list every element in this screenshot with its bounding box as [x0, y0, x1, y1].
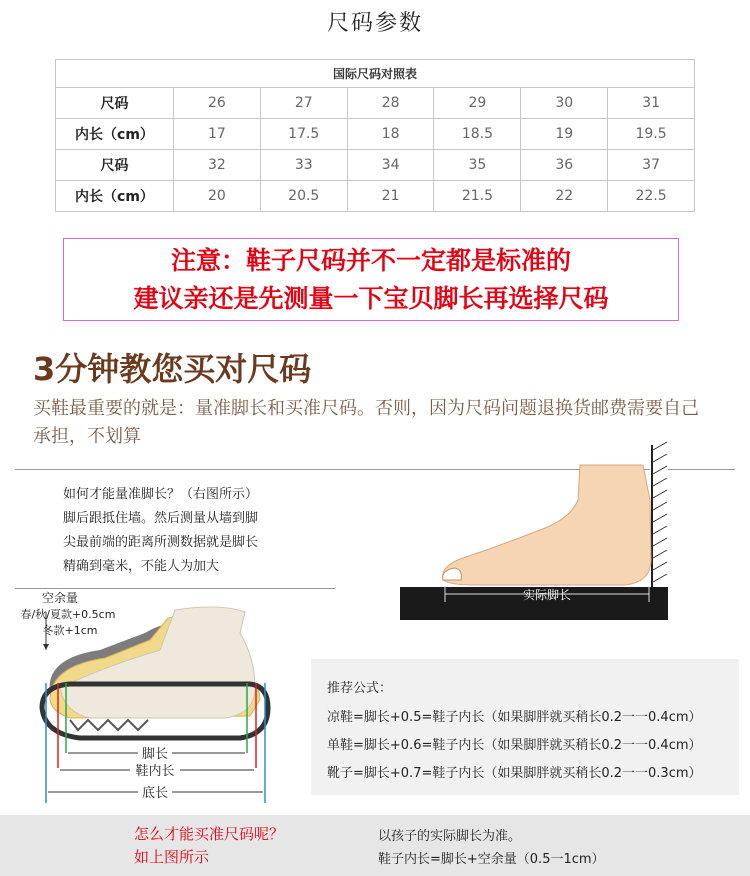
formula-boots: 靴子=脚长+0.7=鞋子内长（如果脚胖就买稍长0.2一一0.3cm）: [327, 766, 702, 781]
table-cell: 20.5: [260, 181, 347, 212]
sole-length-label: 底长: [141, 786, 169, 801]
space-spring: 春/秋/夏款+0.5cm: [20, 608, 116, 621]
notice-line-1: 注意：鞋子尺码并不一定都是标准的: [170, 246, 571, 275]
table-cell: 35: [434, 150, 521, 181]
table-caption-row: [56, 60, 695, 88]
table-cell: 27: [260, 88, 347, 119]
guide-subtitle: 买鞋最重要的就是：量准脚长和买准尺码。否则，因为尺码问题退换货邮费需要自己承担，不划算: [33, 398, 699, 447]
arrow-head: [43, 644, 49, 650]
shoe-diagram: [10, 588, 310, 808]
table-cell: 26: [174, 88, 261, 119]
inner-length-label: 鞋内长: [135, 764, 175, 779]
formula-box: [311, 659, 739, 795]
formula-heading: 推荐公式：: [327, 681, 393, 696]
formula-single: 单鞋=脚长+0.6=鞋子内长（如果脚胖就买稍长0.2一一0.4cm）: [327, 738, 702, 753]
guide-title: 3分钟教您买对尺码: [33, 350, 312, 388]
table-cell: 37: [608, 150, 695, 181]
table-cell: 20: [174, 181, 261, 212]
table-cell: 18.5: [434, 119, 521, 150]
how-to-line: 尖最前端的距离所测数据就是脚长: [63, 535, 259, 550]
table-row: [56, 119, 695, 150]
how-to-measure-text: [63, 483, 313, 579]
how-to-line: 精确到毫米，不能人为加大: [63, 559, 220, 574]
table-cell: 34: [347, 150, 434, 181]
table-row: [56, 181, 695, 212]
row-label: 尺码: [56, 150, 174, 181]
row-label: 内长（cm）: [56, 119, 174, 150]
measure-label: 实际脚长: [522, 588, 572, 602]
size-table: [55, 59, 695, 212]
bottom-tip-1: 以孩子的实际脚长为准。: [378, 829, 522, 844]
space-winter: 冬款+1cm: [42, 624, 98, 637]
sole-tread: [70, 720, 148, 730]
table-row: [56, 150, 695, 181]
table-cell: 21: [347, 181, 434, 212]
how-to-line: 如何才能量准脚长？（右图所示）: [63, 487, 259, 502]
bottom-question: 怎么才能买准尺码呢？: [134, 825, 285, 843]
table-cell: 17.5: [260, 119, 347, 150]
table-cell: 29: [434, 88, 521, 119]
table-cell: 21.5: [434, 181, 521, 212]
notice-line-2: 建议亲还是先测量一下宝贝脚长再选择尺码: [133, 284, 609, 313]
table-cell: 36: [521, 150, 608, 181]
table-cell: 22.5: [608, 181, 695, 212]
table-cell: 19: [521, 119, 608, 150]
table-cell: 31: [608, 88, 695, 119]
table-cell: 22: [521, 181, 608, 212]
formula-sandal: 凉鞋=脚长+0.5=鞋子内长（如果脚胖就买稍长0.2一一0.4cm）: [327, 710, 702, 725]
table-caption: 国际尺码对照表: [56, 60, 695, 88]
table-cell: 33: [260, 150, 347, 181]
how-to-line: 脚后跟抵住墙。然后测量从墙到脚: [63, 511, 259, 526]
bottom-tip-2: 鞋子内长=脚长+空余量（0.5一1cm）: [378, 852, 605, 867]
bottom-answer: 如上图所示: [134, 848, 210, 866]
foot-measure-illustration: [395, 440, 675, 625]
notice-box: [63, 238, 679, 321]
table-cell: 17: [174, 119, 261, 150]
table-cell: 19.5: [608, 119, 695, 150]
table-cell: 18: [347, 119, 434, 150]
space-title: 空余量: [41, 591, 79, 605]
row-label: 尺码: [56, 88, 174, 119]
foot-shape: [443, 465, 651, 585]
foot-length-label: 脚长: [141, 747, 169, 762]
table-row: [56, 88, 695, 119]
page-title: 尺码参数: [326, 11, 423, 36]
table-cell: 30: [521, 88, 608, 119]
table-cell: 28: [347, 88, 434, 119]
table-cell: 32: [174, 150, 261, 181]
row-label: 内长（cm）: [56, 181, 174, 212]
bottom-band: [0, 815, 750, 876]
